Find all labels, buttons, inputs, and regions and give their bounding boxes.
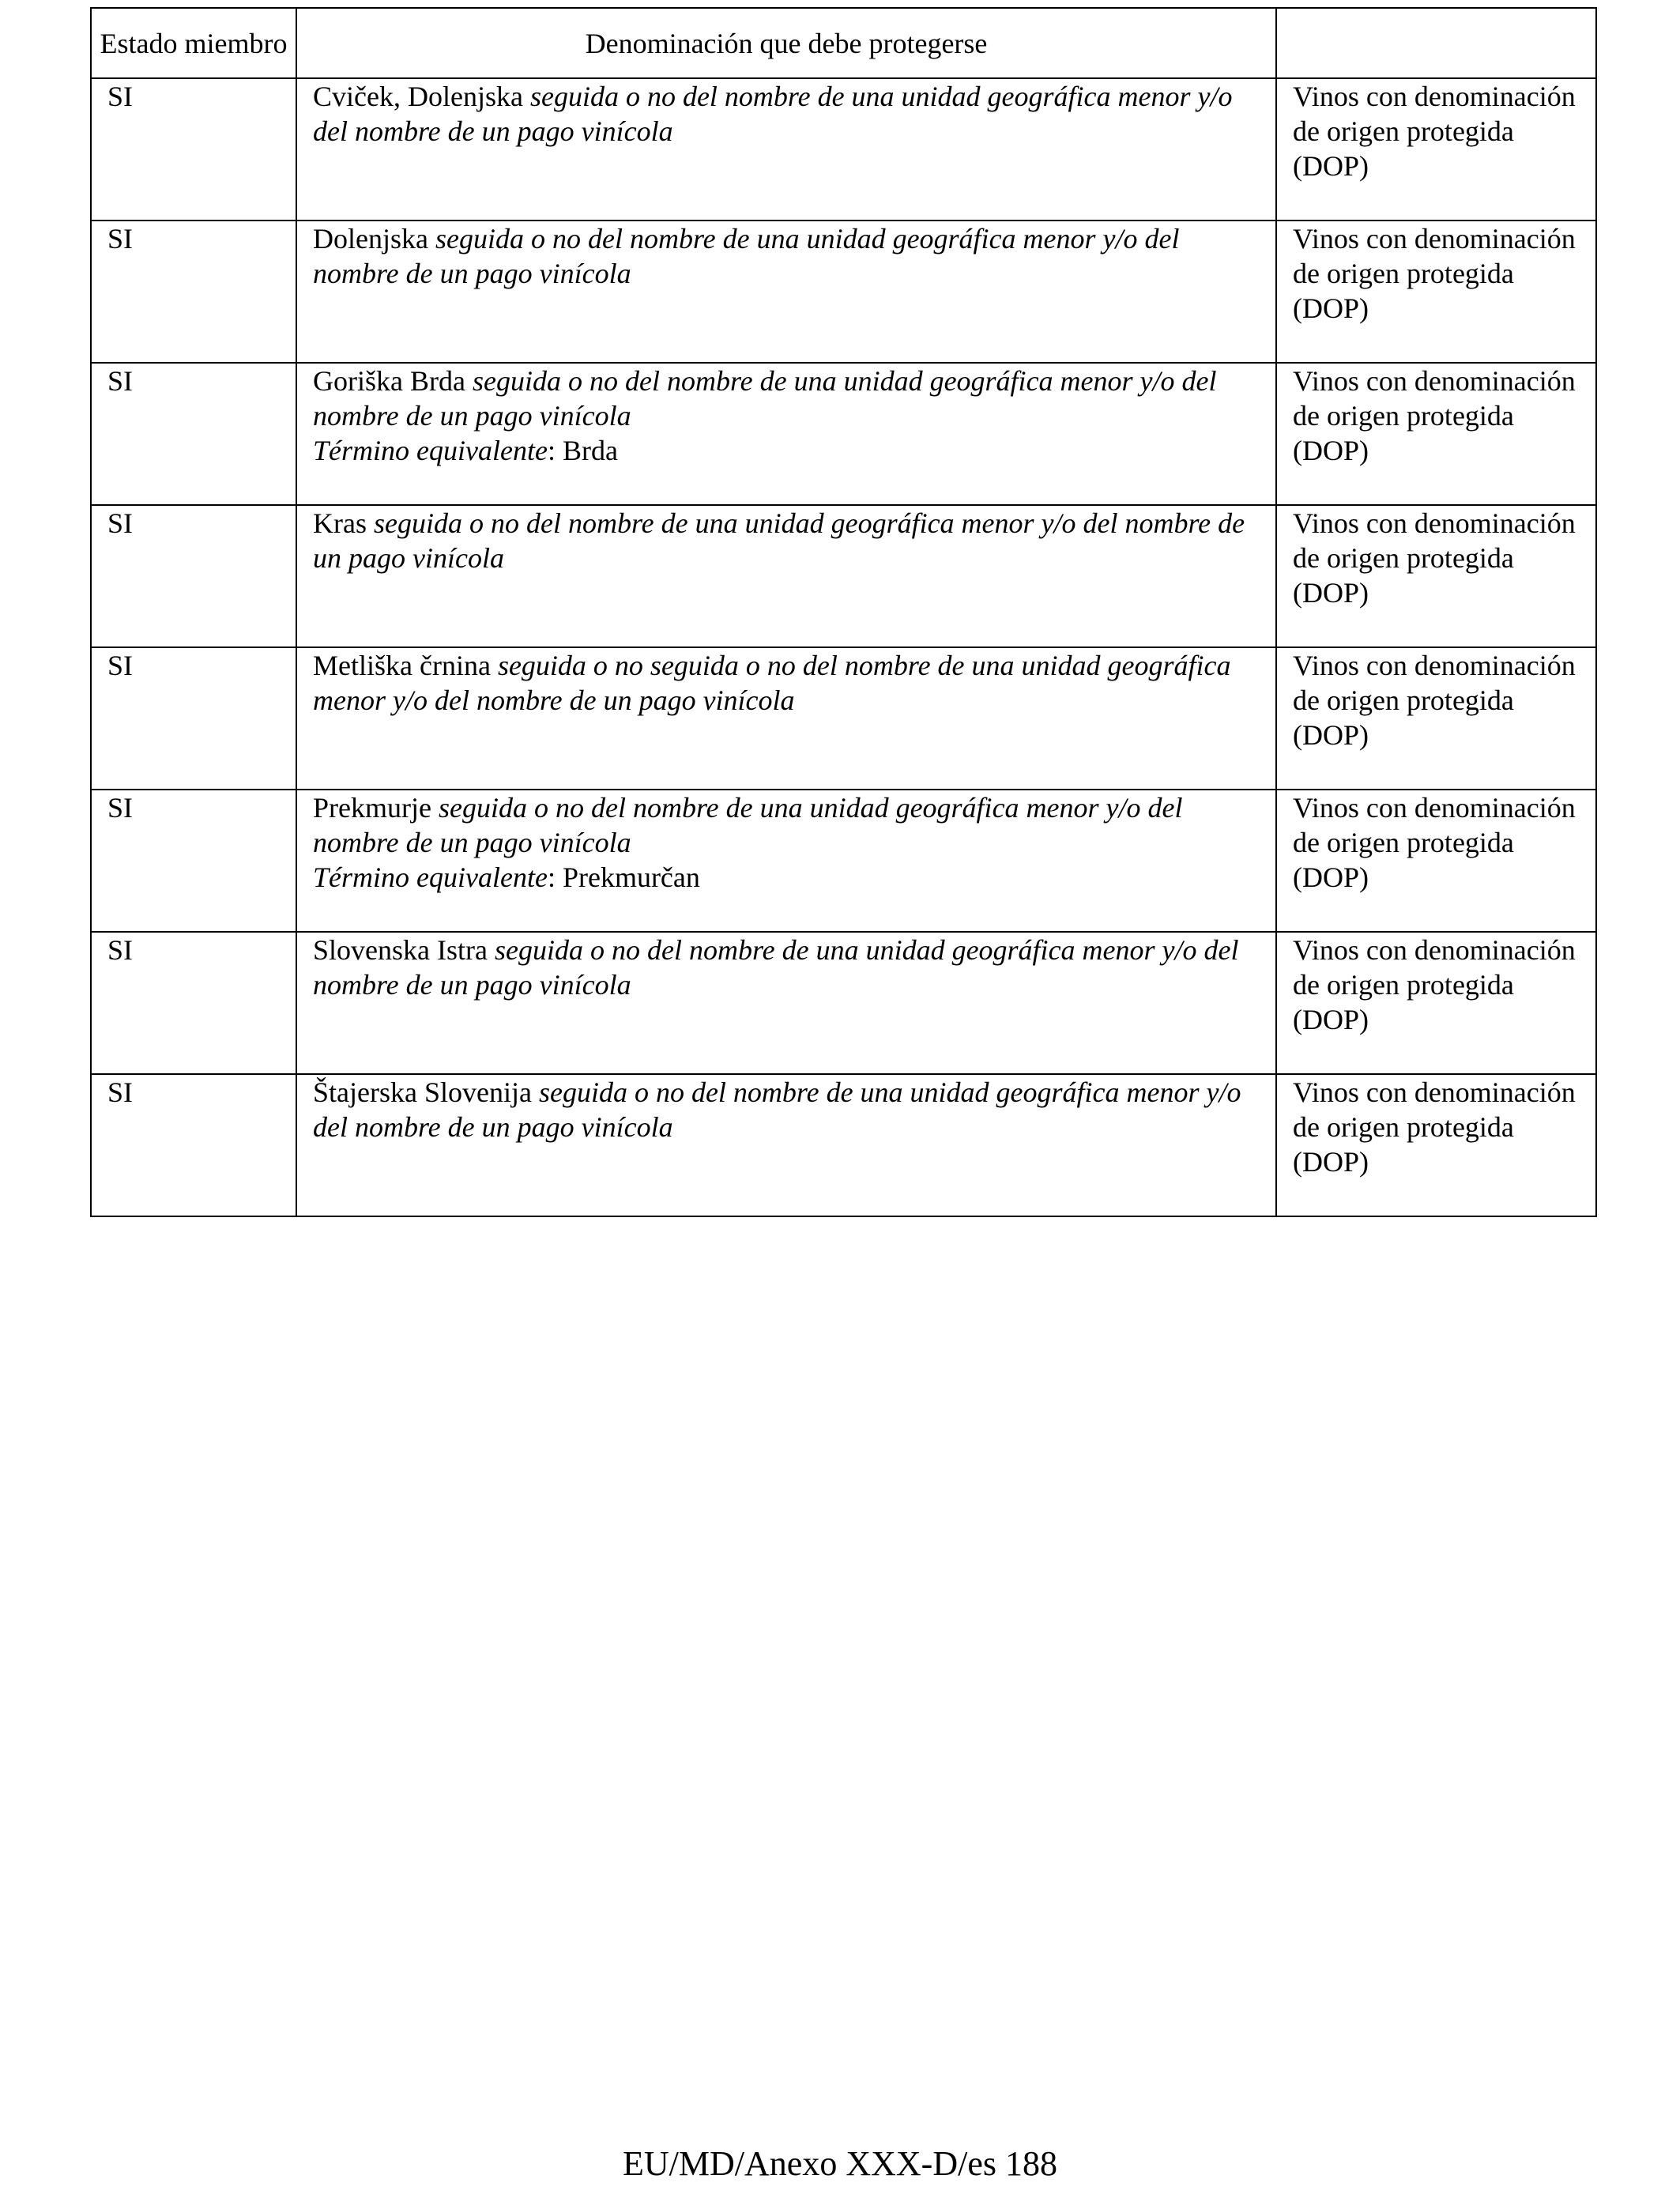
designation-name: Dolenjska: [313, 223, 428, 254]
designations-table: [90, 7, 1597, 1217]
category-cell: Vinos con denominación de origen protegida (DOP): [1276, 932, 1596, 1074]
table-row: [91, 790, 1596, 932]
member-state-cell: SI: [91, 78, 296, 221]
designation-name: Slovenska Istra: [313, 934, 488, 966]
equivalent-term-label: Término equivalente: [313, 861, 548, 893]
equivalent-term-value: Brda: [562, 435, 618, 466]
equivalent-term-line: Término equivalente: Brda: [313, 435, 618, 466]
equivalent-term-label: Término equivalente: [313, 435, 548, 466]
member-state-cell: SI: [91, 647, 296, 790]
designation-qualifier: seguida o no del nombre de una unidad geográfica menor y/o del nombre de un pago vinícola: [313, 934, 1239, 1001]
table-header-row: [91, 8, 1596, 78]
designation-name: Prekmurje: [313, 792, 431, 824]
designation-qualifier: seguida o no seguida o no del nombre de una unidad geográfica menor y/o del nombre de un pago vinícola: [313, 650, 1231, 716]
table-row: [91, 505, 1596, 647]
designation-cell: [296, 1074, 1276, 1216]
category-cell: Vinos con denominación de origen protegida (DOP): [1276, 78, 1596, 221]
equivalent-term-line: Término equivalente: Prekmurčan: [313, 861, 700, 893]
header-member-state: Estado miembro: [91, 8, 296, 78]
designation-cell: [296, 78, 1276, 221]
designation-qualifier: seguida o no del nombre de una unidad geográfica menor y/o del nombre de un pago vinícola: [313, 365, 1217, 432]
member-state-cell: SI: [91, 363, 296, 505]
member-state-cell: SI: [91, 932, 296, 1074]
designation-cell: [296, 505, 1276, 647]
equivalent-term-value: Prekmurčan: [562, 861, 700, 893]
category-cell: Vinos con denominación de origen protegida (DOP): [1276, 363, 1596, 505]
member-state-cell: SI: [91, 1074, 296, 1216]
category-cell: Vinos con denominación de origen protegida (DOP): [1276, 647, 1596, 790]
designation-qualifier: seguida o no del nombre de una unidad geográfica menor y/o del nombre de un pago vinícola: [313, 507, 1245, 574]
member-state-cell: SI: [91, 221, 296, 363]
designation-name: Cviček, Dolenjska: [313, 81, 523, 112]
designation-name: Štajerska Slovenija: [313, 1076, 532, 1108]
designation-qualifier: seguida o no del nombre de una unidad geográfica menor y/o del nombre de un pago vinícola: [313, 81, 1233, 147]
category-cell: Vinos con denominación de origen protegida (DOP): [1276, 790, 1596, 932]
member-state-cell: SI: [91, 505, 296, 647]
table-row: [91, 647, 1596, 790]
category-cell: Vinos con denominación de origen protegida (DOP): [1276, 1074, 1596, 1216]
designation-name: Metliška črnina: [313, 650, 491, 681]
designation-name: Goriška Brda: [313, 365, 465, 397]
designation-cell: [296, 932, 1276, 1074]
header-designation: Denominación que debe protegerse: [296, 8, 1276, 78]
page-footer: EU/MD/Anexo XXX-D/es 188: [623, 2144, 1057, 2183]
category-cell: Vinos con denominación de origen protegida (DOP): [1276, 505, 1596, 647]
designation-qualifier: seguida o no del nombre de una unidad geográfica menor y/o del nombre de un pago vinícola: [313, 223, 1180, 289]
designation-cell: [296, 363, 1276, 505]
designation-cell: [296, 221, 1276, 363]
table-row: [91, 363, 1596, 505]
designation-cell: [296, 647, 1276, 790]
designation-qualifier: seguida o no del nombre de una unidad geográfica menor y/o del nombre de un pago vinícola: [313, 1076, 1241, 1143]
table-row: [91, 78, 1596, 221]
designation-cell: [296, 790, 1276, 932]
table-row: [91, 221, 1596, 363]
header-category: [1276, 8, 1596, 78]
category-cell: Vinos con denominación de origen protegida (DOP): [1276, 221, 1596, 363]
designation-qualifier: seguida o no del nombre de una unidad geográfica menor y/o del nombre de un pago vinícola: [313, 792, 1183, 858]
designation-name: Kras: [313, 507, 367, 539]
table-row: [91, 1074, 1596, 1216]
table-row: [91, 932, 1596, 1074]
member-state-cell: SI: [91, 790, 296, 932]
